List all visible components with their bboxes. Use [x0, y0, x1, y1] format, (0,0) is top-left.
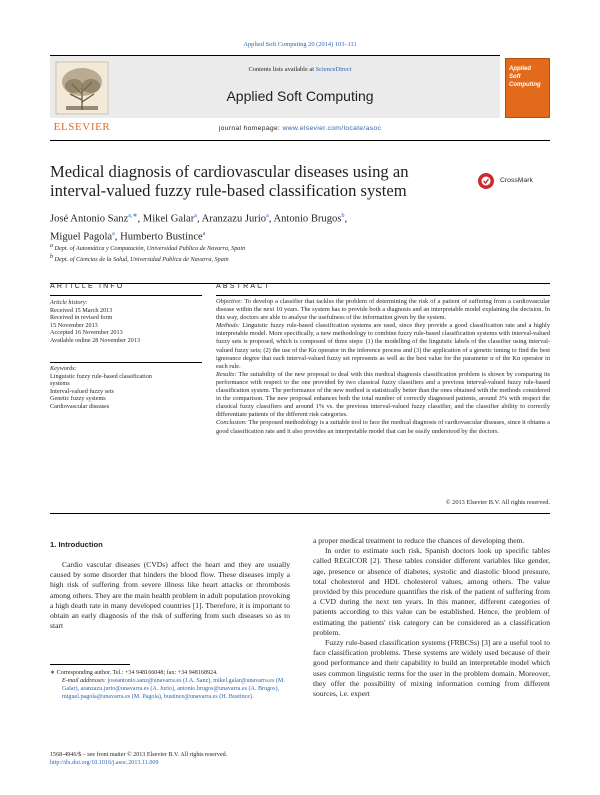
cover-title-line: Computing [509, 82, 541, 88]
author-separator: , [268, 213, 274, 225]
affiliation-mark: b [50, 254, 53, 261]
abstract-body [216, 298, 550, 436]
email-list[interactable]: joseantonio.sanz@unavarra.es (J.A. Sanz), mikel.galar@unavarra.es (M. Galar), aranzazu.jurio@unavarra.es (A. Jurio), antonio.brugos@unavarra.es (A. Brugos), miguel.pagola@unavarra.es (M. Pagola), bustince@unavarra.es (H. Bustince). [62, 678, 285, 700]
abstract-bottom-divider [50, 513, 550, 514]
abstract-section-text: The proposed methodology is a suitable tool to face the medical diagnosis of cardiovascular diseases, since it obtains a good classification rate and it also provides an interpretable model that can be easily understood by the doctors. [216, 419, 550, 435]
author-affil-mark[interactable]: a [112, 230, 115, 237]
author-affil-mark[interactable]: a,∗ [128, 213, 138, 219]
sciencedirect-link[interactable]: ScienceDirect [315, 66, 352, 73]
crossmark-label[interactable]: CrossMark [500, 177, 533, 184]
article-info-heading: ARTICLE INFO [50, 283, 125, 290]
homepage-link[interactable]: www.elsevier.com/locate/asoc [282, 125, 382, 132]
doi-link[interactable]: http://dx.doi.org/10.1016/j.asoc.2013.11.009 [50, 760, 159, 766]
article-title: Medical diagnosis of cardiovascular diseases using an interval-valued fuzzy rule-based classification system [50, 162, 409, 200]
homepage-prefix: journal homepage: [218, 125, 281, 132]
footnote-divider [50, 664, 130, 665]
journal-reference[interactable]: Applied Soft Computing 20 (2014) 103–111 [243, 41, 357, 48]
email-addresses [50, 677, 290, 701]
author-affil-mark[interactable]: a [266, 213, 269, 219]
body-paragraph: In order to estimate such risk, Spanish doctors look up specific tables called REGICOR [2]. These tables consider different variables like gender, age, presence or absence of diabetes, systolic and diastolic blood pressure, total cholesterol and HDL cholesterol values, among others. The value provided by this procedure quantifies the risk of the patient of suffering from a CVD during the next ten years. In this manner, different categories of patients according to this value can be established. Hence, the problem of estimating the patients' risk category can be considered as a classification problem. [313, 546, 550, 637]
contents-prefix: Contents lists available at [248, 66, 315, 73]
author-separator: , [137, 213, 143, 225]
keywords-label: Keywords: [50, 365, 77, 372]
author-separator: , [196, 213, 202, 225]
journal-cover-thumbnail[interactable] [505, 58, 550, 118]
abstract-divider [216, 295, 550, 296]
issn-line: 1568-4946/$ – see front matter © 2013 Elsevier B.V. All rights reserved. [50, 752, 228, 758]
keywords [50, 365, 202, 411]
abstract-section-label: Conclusion: [216, 419, 248, 427]
cover-title-line: Soft [509, 74, 521, 80]
affiliations [50, 242, 245, 264]
history-label: Article history: [50, 299, 88, 306]
author-affil-mark[interactable]: a [202, 230, 206, 237]
keywords-divider [50, 362, 202, 363]
abstract-section-text: Linguistic fuzzy rule-based classification systems are used, since they provide a good classification rate and a highly interpretable model. More specifically, a new methodology to combine fuzzy rule-based classification systems with interval-valued fuzzy sets is proposed, which is composed of three steps: (1) the modelling of the linguistic labels of the classifier using interval-valued fuzzy sets; (2) the use of the Kα operator in the inference process and (3) the application of a genetic tuning to find the best ignorance degree that each interval-valued fuzzy set represents as well as the best value for the parameter α of the Kα operator in each rule. [216, 322, 550, 370]
author-name[interactable]: Humberto Bustince [120, 231, 203, 243]
article-history [50, 299, 202, 345]
history-item: Accepted 16 November 2013 [50, 329, 123, 337]
keyword-item: Linguistic fuzzy rule-based classification [50, 372, 152, 380]
body-right-column [313, 536, 550, 699]
affiliation-text: Dept. of Automática y Computación, Universidad Publica de Navarra, Spain [54, 245, 246, 253]
body-paragraph: Cardio vascular diseases (CVDs) affect the heart and they are usually caused by some disorder that hinders the blood flow. These diseases imply a high risk of suffering from severe illness like heart attacks or thrombosis among others. They are the main health problem in adult population provoking a high death rate in many developed countries [1]. Therefore, it is important to obtain an early diagnosis of the risk of suffering from such diseases so as to start [50, 560, 290, 631]
abstract-conclusion [216, 419, 550, 435]
author-name[interactable]: Miguel Pagola [50, 231, 113, 243]
section-divider [50, 283, 550, 284]
email-label: E-mail addresses: [62, 678, 106, 684]
article-info-divider [50, 295, 202, 296]
abstract-section-label: Methods: [216, 322, 240, 330]
author-separator: , [114, 231, 121, 243]
body-paragraph: a proper medical treatment to reduce the chances of developing them. [313, 536, 525, 545]
abstract-results [216, 371, 550, 420]
author-name[interactable]: Antonio Brugos [273, 213, 342, 225]
affiliation-text: Dept. of Ciencias de la Salud, Universidad Publica de Navarra, Spain [54, 256, 229, 264]
affiliation-item [50, 253, 245, 264]
copyright-notice: © 2013 Elsevier B.V. All rights reserved. [445, 499, 550, 506]
abstract-section-text: To develop a classifier that tackles the problem of determining the risk of a patient of suffering from a cardiovascular disease within the next 10 years. The system has to provide both a diagnosis and an interpretable model explaining the decision. In this way, doctors are able to analyse the usefulness of the information given by the system. [216, 298, 550, 322]
abstract-methods [216, 322, 550, 371]
history-item: Received in revised form [50, 314, 113, 322]
history-item: 15 November 2013 [50, 321, 98, 329]
keyword-item: systems [50, 380, 70, 388]
abstract-objective [216, 298, 550, 322]
author-affil-mark[interactable]: a [194, 213, 197, 219]
publisher-wordmark: ELSEVIER [53, 121, 111, 133]
affiliation-mark: a [50, 243, 53, 249]
affiliation-item [50, 242, 245, 253]
author-separator: , [344, 213, 348, 225]
document-metadata [50, 751, 350, 767]
cover-title-line: Applied [509, 66, 531, 72]
author-list [50, 209, 510, 244]
header-divider [50, 140, 550, 141]
journal-homepage-line [0, 125, 600, 132]
abstract-section-label: Objective: [216, 298, 243, 305]
author-name[interactable]: Aranzazu Jurio [201, 213, 267, 225]
abstract-heading: ABSTRACT [216, 283, 271, 290]
journal-title[interactable]: Applied Soft Computing [226, 88, 374, 104]
author-name[interactable]: Mikel Galar [142, 213, 195, 225]
footnotes [50, 669, 290, 701]
abstract-section-label: Results: [216, 370, 237, 378]
author-affil-mark[interactable]: b [341, 213, 345, 219]
history-item: Received 15 March 2013 [50, 306, 113, 314]
author-name[interactable]: José Antonio Sanz [50, 213, 129, 225]
body-paragraph: Fuzzy rule-based classification systems (FRBCSs) [3] are a useful tool to face classification problems. These systems are widely used because of their good performance and their capability to build an interpretable model which uses common linguistic terms for the user in the problem domain. Moreover, they offer the possibility of mixing information coming from different sources, i.e. expert [313, 638, 550, 699]
abstract-section-text: The suitability of the new proposal to deal with this medical diagnosis classification problem is shown by comparing its performance with respect to the one provided by two classical fuzzy classifiers and a previous interval-valued fuzzy rule-based classification system. The performance of the new method is statistically better than the ones obtained with the methods considered in the comparison. The new proposal enhances both the total number of correctly diagnosed patients, around 3% with respect the classical fuzzy classifiers and around 1% vs. the previous interval-valued fuzzy classifier, and the classifier ability to correctly differentiate patients of the different risk categories. [216, 370, 550, 419]
history-item: Available online 28 November 2013 [50, 336, 140, 344]
keyword-item: Cardiovascular diseases [50, 402, 110, 410]
corresponding-author-note: ∗ Corresponding author. Tel.: +34 948166048; fax: +34 948168924. [50, 670, 218, 676]
keyword-item: Genetic fuzzy systems [50, 395, 106, 403]
keyword-item: Interval-valued fuzzy sets [50, 387, 114, 395]
section-heading-introduction: 1. Introduction [50, 540, 103, 549]
